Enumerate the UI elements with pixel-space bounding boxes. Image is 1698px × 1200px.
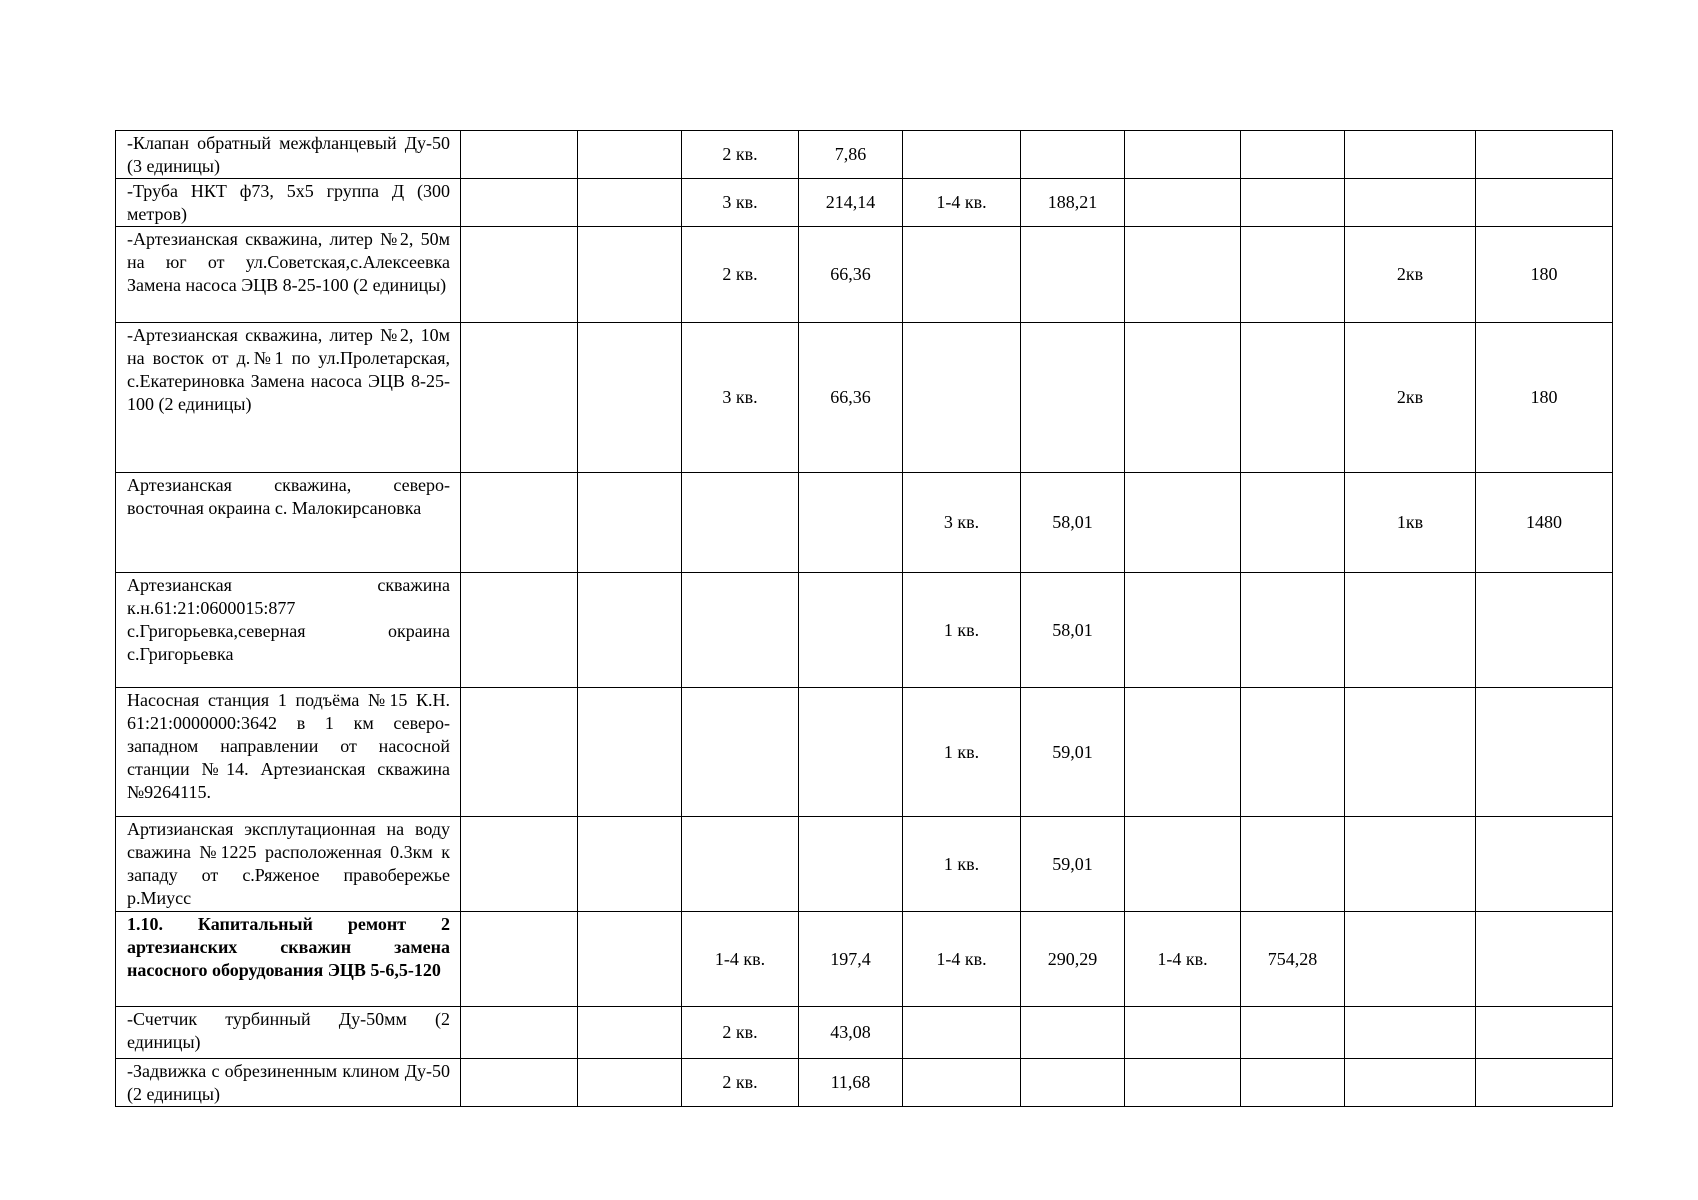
- table-cell: [1021, 227, 1125, 323]
- table-cell: [1476, 912, 1613, 1007]
- table-cell: [578, 688, 682, 817]
- row-description-cell: [116, 473, 461, 573]
- table-cell: [1125, 179, 1241, 227]
- table-cell: [903, 1007, 1021, 1059]
- row-description: -Труба НКТ ф73, 5х5 группа Д (300 метров): [127, 181, 450, 224]
- table-cell: 188,21: [1021, 179, 1125, 227]
- table-cell: [578, 227, 682, 323]
- document-table: [115, 130, 1613, 1107]
- table-cell: 1 кв.: [903, 688, 1021, 817]
- table-cell: [1345, 912, 1476, 1007]
- table-cell: [1125, 473, 1241, 573]
- table-cell: [1345, 131, 1476, 179]
- table-cell: [461, 817, 578, 912]
- table-row: [116, 912, 1613, 1007]
- table-cell: [1125, 323, 1241, 473]
- row-description-cell: [116, 688, 461, 817]
- table-cell: [1241, 1059, 1345, 1107]
- table-cell: [461, 131, 578, 179]
- table-cell: [1241, 473, 1345, 573]
- row-description-cell: [116, 573, 461, 688]
- table-cell: 66,36: [799, 227, 903, 323]
- table-cell: [1125, 573, 1241, 688]
- table-cell: 2кв: [1345, 323, 1476, 473]
- table-cell: 180: [1476, 323, 1613, 473]
- table-cell: [1241, 817, 1345, 912]
- table-cell: [903, 323, 1021, 473]
- table-cell: [799, 817, 903, 912]
- table-cell: [461, 688, 578, 817]
- row-description: Насосная станция 1 подъёма №15 К.Н. 61:21:0000000:3642 в 1 км северо-западном направлении от насосной станции №14. Артезианская скважина №9264115.: [127, 690, 450, 802]
- table-cell: [682, 573, 799, 688]
- table-cell: [1476, 131, 1613, 179]
- table-row: [116, 688, 1613, 817]
- row-description: -Артезианская скважина, литер №2, 10м на восток от д.№1 по ул.Пролетарская, с.Екатериновка Замена насоса ЭЦВ 8-25-100 (2 единицы): [127, 325, 450, 414]
- table-cell: [1476, 1059, 1613, 1107]
- table-cell: 2 кв.: [682, 227, 799, 323]
- row-description: -Счетчик турбинный Ду-50мм (2 единицы): [127, 1009, 450, 1052]
- table-cell: [1021, 1059, 1125, 1107]
- table-cell: [799, 688, 903, 817]
- table-cell: [578, 912, 682, 1007]
- table-cell: [799, 473, 903, 573]
- table-row: [116, 179, 1613, 227]
- table-cell: 3 кв.: [682, 323, 799, 473]
- table-cell: [461, 1007, 578, 1059]
- table-row: [116, 573, 1613, 688]
- row-description: Артизианская эксплутационная на воду сважина №1225 расположенная 0.3км к западу от с.Ряженое правобережье р.Миусс: [127, 819, 450, 908]
- table-cell: 214,14: [799, 179, 903, 227]
- row-description-cell: [116, 1007, 461, 1059]
- table-cell: [1241, 179, 1345, 227]
- table-cell: 1кв: [1345, 473, 1476, 573]
- table-cell: 180: [1476, 227, 1613, 323]
- table-cell: [578, 1007, 682, 1059]
- row-description: -Клапан обратный межфланцевый Ду-50 (3 единицы): [127, 133, 450, 176]
- table-cell: [578, 179, 682, 227]
- table-cell: [1125, 688, 1241, 817]
- table-cell: [1476, 179, 1613, 227]
- table-cell: 66,36: [799, 323, 903, 473]
- table-row: [116, 1007, 1613, 1059]
- table-cell: 197,4: [799, 912, 903, 1007]
- table-cell: [1476, 573, 1613, 688]
- table-cell: 58,01: [1021, 573, 1125, 688]
- table-cell: [1345, 1007, 1476, 1059]
- table-cell: 2 кв.: [682, 131, 799, 179]
- table-cell: [1241, 573, 1345, 688]
- table-cell: [1125, 131, 1241, 179]
- table-cell: [1476, 817, 1613, 912]
- row-description-cell: [116, 323, 461, 473]
- row-description: Артезианская скважина, северо-восточная окраина с. Малокирсановка: [127, 475, 450, 518]
- table-cell: [578, 573, 682, 688]
- table-cell: 59,01: [1021, 688, 1125, 817]
- table-cell: [1345, 179, 1476, 227]
- table-cell: 2 кв.: [682, 1007, 799, 1059]
- table-cell: 2кв: [1345, 227, 1476, 323]
- row-description-cell: [116, 131, 461, 179]
- table-cell: 2 кв.: [682, 1059, 799, 1107]
- table-row: [116, 817, 1613, 912]
- row-description-cell: [116, 227, 461, 323]
- table-cell: [461, 179, 578, 227]
- table-cell: [1476, 688, 1613, 817]
- table-cell: 1480: [1476, 473, 1613, 573]
- table-cell: [461, 573, 578, 688]
- table-cell: [903, 131, 1021, 179]
- table-cell: [903, 227, 1021, 323]
- table-cell: [1241, 227, 1345, 323]
- table-cell: 11,68: [799, 1059, 903, 1107]
- table-cell: [799, 573, 903, 688]
- table-cell: [1476, 1007, 1613, 1059]
- table-cell: [1345, 817, 1476, 912]
- table-cell: 43,08: [799, 1007, 903, 1059]
- table-cell: [461, 473, 578, 573]
- row-description: Артезианская скважина к.н.61:21:0600015:877 с.Григорьевка,северная окраина с.Григорьевка: [127, 575, 450, 664]
- table-cell: [1125, 1007, 1241, 1059]
- table-cell: [578, 817, 682, 912]
- table-cell: 1-4 кв.: [903, 179, 1021, 227]
- table-cell: 290,29: [1021, 912, 1125, 1007]
- table-row: [116, 131, 1613, 179]
- row-description: 1.10. Капитальный ремонт 2 артезианских скважин замена насосного оборудования ЭЦВ 5-6,5-120: [127, 914, 450, 980]
- table-cell: [903, 1059, 1021, 1107]
- row-description-cell: [116, 179, 461, 227]
- table-cell: [461, 912, 578, 1007]
- table-cell: [578, 1059, 682, 1107]
- table-cell: 1 кв.: [903, 817, 1021, 912]
- table-cell: [578, 131, 682, 179]
- row-description-cell: [116, 817, 461, 912]
- table-cell: 59,01: [1021, 817, 1125, 912]
- table-row: [116, 1059, 1613, 1107]
- row-description: -Задвижка с обрезиненным клином Ду-50 (2 единицы): [127, 1061, 450, 1104]
- row-description-cell: [116, 912, 461, 1007]
- table-cell: [578, 323, 682, 473]
- table-cell: 3 кв.: [682, 179, 799, 227]
- table-cell: [578, 473, 682, 573]
- table-cell: [1241, 323, 1345, 473]
- table-cell: [461, 1059, 578, 1107]
- table-row: [116, 473, 1613, 573]
- table-cell: [682, 688, 799, 817]
- table-cell: [1125, 817, 1241, 912]
- table-cell: [682, 473, 799, 573]
- table-cell: [1241, 1007, 1345, 1059]
- table-cell: 754,28: [1241, 912, 1345, 1007]
- table-cell: [682, 817, 799, 912]
- table-cell: [1241, 131, 1345, 179]
- table-cell: [1345, 573, 1476, 688]
- row-description: -Артезианская скважина, литер №2, 50м на юг от ул.Советская,с.Алексеевка Замена насоса ЭЦВ 8-25-100 (2 единицы): [127, 229, 450, 295]
- table-cell: 1-4 кв.: [1125, 912, 1241, 1007]
- table-cell: 7,86: [799, 131, 903, 179]
- table-cell: [1241, 688, 1345, 817]
- table-cell: [1021, 1007, 1125, 1059]
- table-cell: [1345, 1059, 1476, 1107]
- table-cell: [461, 323, 578, 473]
- table-cell: [1125, 227, 1241, 323]
- table-cell: 3 кв.: [903, 473, 1021, 573]
- table-cell: 58,01: [1021, 473, 1125, 573]
- table-cell: [1345, 688, 1476, 817]
- table-row: [116, 227, 1613, 323]
- table-body: [116, 131, 1613, 1107]
- table-cell: [1125, 1059, 1241, 1107]
- row-description-cell: [116, 1059, 461, 1107]
- table-cell: [1021, 131, 1125, 179]
- table-cell: 1-4 кв.: [682, 912, 799, 1007]
- table-cell: [461, 227, 578, 323]
- table-cell: 1 кв.: [903, 573, 1021, 688]
- table-cell: [1021, 323, 1125, 473]
- table-row: [116, 323, 1613, 473]
- table-cell: 1-4 кв.: [903, 912, 1021, 1007]
